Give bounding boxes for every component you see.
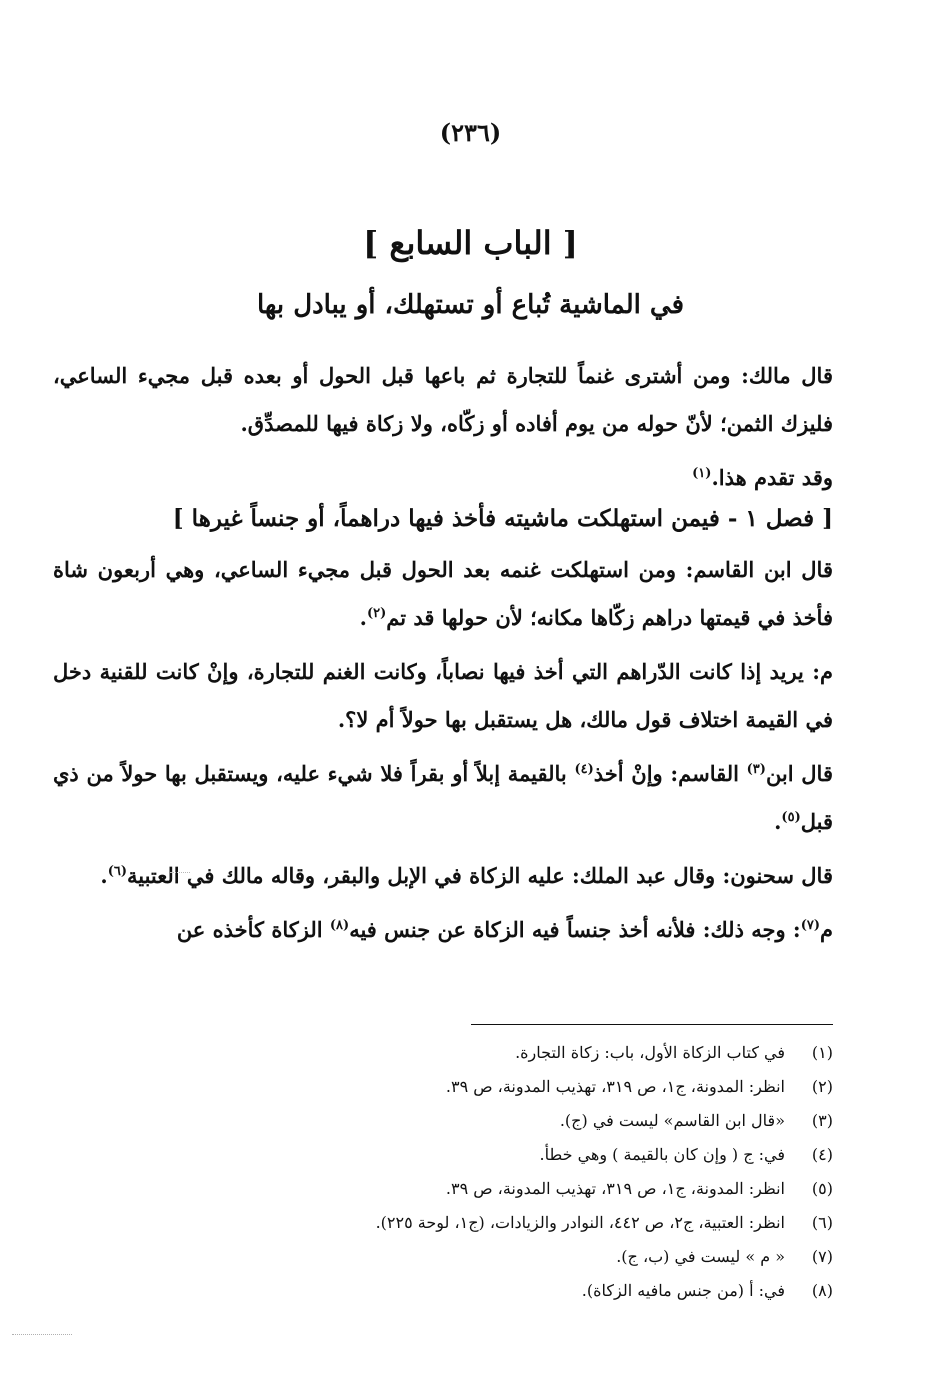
- intro-paragraph: [53, 352, 833, 448]
- body-paragraph: [53, 546, 833, 642]
- footnotes-list: [53, 1036, 833, 1308]
- footnote: [53, 1104, 833, 1138]
- paragraph-text: : وجه ذلك: فلأنه أخذ جنساً فيه الزكاة عن جنس فيه: [349, 917, 801, 942]
- footnote-marker: (٨): [329, 918, 350, 933]
- section-heading: [ فصل ١ - فيمن استهلكت ماشيته فأخذ فيها دراهماً، أو جنساً غيرها ]: [172, 505, 833, 532]
- footnote-text: انظر: المدونة، ج١، ص ٣١٩، تهذيب المدونة، ص ٣٩.: [445, 1077, 785, 1096]
- chapter-title: [ الباب السابع ]: [363, 224, 578, 262]
- footnote-number: (٨): [811, 1281, 833, 1300]
- footnote: [53, 1274, 833, 1308]
- footnote-marker: (٦): [107, 864, 127, 879]
- paragraph-text: قال ابن: [765, 761, 833, 786]
- scan-speck: [12, 1334, 72, 1337]
- intro-text: [53, 352, 833, 508]
- paragraph-text: القاسم: وإنْ أخذ: [593, 761, 747, 786]
- footnote-number: (٢): [811, 1077, 833, 1096]
- paragraph-text: قال ابن القاسم: ومن استهلكت غنمه بعد الحول قبل مجيء الساعي، وهي أربعون شاة فأخذ في قيمتها دراهم زكّاها مكانه؛ لأن حولها قد تم: [53, 557, 833, 630]
- body-paragraph: [53, 906, 833, 954]
- footnote-text: في: ج ( وإن كان بالقيمة ) وهي خطأ.: [539, 1145, 785, 1164]
- footnote: [53, 1036, 833, 1070]
- intro-paragraph-text: وقد تقدم هذا.: [711, 465, 833, 490]
- footnote-marker: (٣): [746, 762, 766, 777]
- paragraph-text: .: [359, 605, 367, 630]
- footnote: [53, 1240, 833, 1274]
- chapter-subtitle: في الماشية تُباع أو تستهلك، أو يبادل بها: [257, 290, 684, 320]
- main-text: [53, 546, 833, 960]
- footnote-number: (٥): [811, 1179, 833, 1198]
- footnote-divider: [471, 1024, 833, 1025]
- footnote-marker: (٥): [781, 810, 801, 825]
- footnote-number: (٤): [811, 1145, 833, 1164]
- footnote-marker: (٧): [800, 918, 820, 933]
- body-paragraph: [53, 648, 833, 744]
- paragraph-text: .: [774, 809, 782, 834]
- footnote-text: انظر: العتبية، ج٢، ص ٤٤٢، النوادر والزيادات، (ج١، لوحة ٢٢٥).: [375, 1213, 785, 1232]
- footnote-marker: (٤): [574, 762, 594, 777]
- footnote: [53, 1206, 833, 1240]
- scan-speck: [170, 872, 190, 877]
- footnote-text: في كتاب الزكاة الأول، باب: زكاة التجارة.: [515, 1043, 785, 1062]
- page-number: (٢٣٦): [439, 118, 502, 147]
- footnote-text: « م » ليست في (ب، ج).: [616, 1247, 785, 1266]
- paragraph-text: م: [819, 917, 833, 942]
- footnote-number: (٣): [811, 1111, 833, 1130]
- footnote: [53, 1138, 833, 1172]
- intro-paragraph: [53, 454, 833, 502]
- footnote-number: (٦): [811, 1213, 833, 1232]
- footnote-marker: (٢): [366, 606, 387, 621]
- footnote-number: (٧): [811, 1247, 833, 1266]
- footnote-text: انظر: المدونة، ج١، ص ٣١٩، تهذيب المدونة، ص ٣٩.: [445, 1179, 785, 1198]
- footnote: [53, 1070, 833, 1104]
- body-paragraph: [53, 750, 833, 846]
- footnote-marker: (١): [692, 466, 712, 481]
- paragraph-text: م: يريد إذا كانت الدّراهم التي أخذ فيها نصاباً، وكانت الغنم للتجارة، وإنْ كانت للقنية دخل في القيمة اختلاف قول مالك، هل يستقبل بها حولاً أم لا؟.: [53, 659, 833, 732]
- paragraph-text: .: [100, 863, 108, 888]
- paragraph-text: الزكاة كأخذه عن: [176, 917, 330, 942]
- footnote-text: في: أ (من جنس مافيه الزكاة).: [581, 1281, 785, 1300]
- footnote-number: (١): [811, 1043, 833, 1062]
- paragraph-text: قال سحنون: وقال عبد الملك: عليه الزكاة في الإبل والبقر، وقاله مالك في العتبية: [126, 863, 833, 888]
- paragraph-text: بالقيمة إبلاً أو بقراً فلا شيء عليه، ويستقبل بها حولاً من ذي قبل: [53, 761, 833, 834]
- intro-paragraph-text: قال مالك: ومن أشترى غنماً للتجارة ثم باعها قبل الحول أو بعده قبل مجيء الساعي، فليزك الثمن؛ لأنّ حوله من يوم أفاده أو زكّاه، ولا زكاة فيها للمصدِّق.: [53, 363, 833, 436]
- footnote: [53, 1172, 833, 1206]
- footnote-text: «قال ابن القاسم» ليست في (ج).: [559, 1111, 785, 1130]
